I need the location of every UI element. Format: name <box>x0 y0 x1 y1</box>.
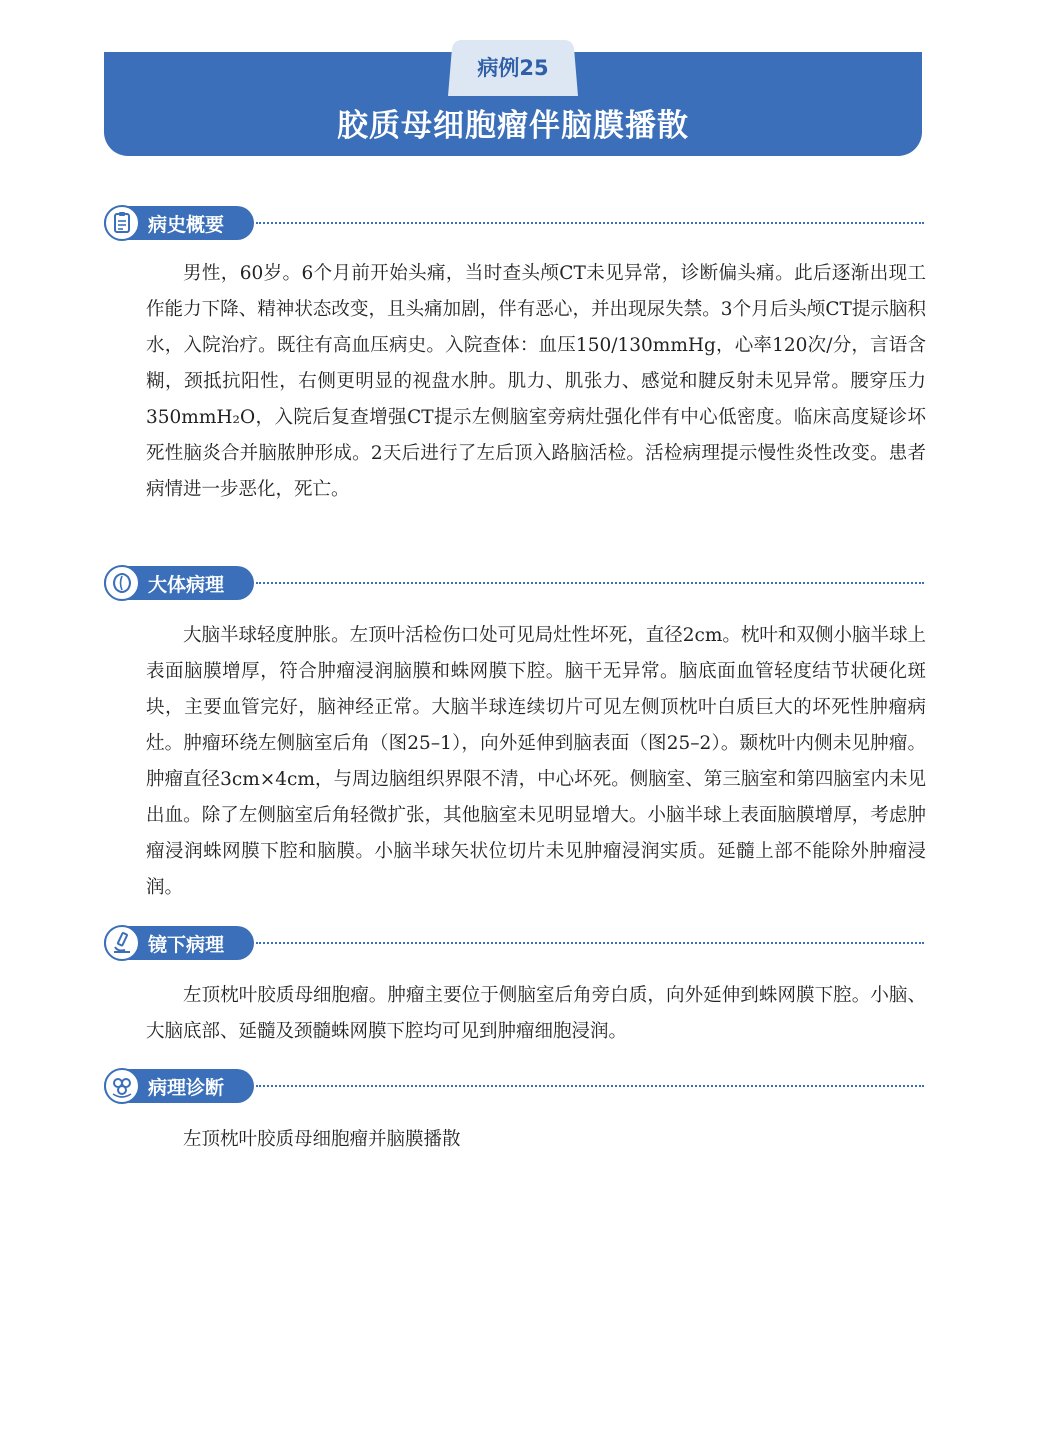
section-title: 镜下病理 <box>148 934 225 956</box>
section-header-microscopic <box>104 926 924 962</box>
section-divider <box>256 942 924 944</box>
diagnosis-paragraph: 左顶枕叶胶质母细胞瘤并脑膜播散 <box>183 1129 461 1150</box>
section-divider <box>256 1085 924 1087</box>
section-header-history <box>104 206 924 242</box>
section-title: 病理诊断 <box>148 1077 225 1099</box>
section-title: 大体病理 <box>148 574 225 596</box>
case-title: 胶质母细胞瘤伴脑膜播散 <box>337 108 689 144</box>
cells-icon <box>104 1068 140 1104</box>
section-divider <box>256 222 924 224</box>
section-header-gross <box>104 566 924 602</box>
organ-icon <box>104 565 140 601</box>
case-number: 病例25 <box>477 56 549 80</box>
section-title: 病史概要 <box>148 214 225 236</box>
section-divider <box>256 582 924 584</box>
microscope-icon <box>104 925 140 961</box>
section-header-diagnosis <box>104 1069 924 1105</box>
case-number-tab <box>448 40 578 96</box>
history-paragraph: 男性，60岁。6个月前开始头痛，当时查头颅CT未见异常，诊断偏头痛。此后逐渐出现工作能力下降、精神状态改变，且头痛加剧，伴有恶心，并出现尿失禁。3个月后头颅CT提示脑积水，入院治疗。既往有高血压病史。入院查体：血压150/130mmHg，心率120次/分，言语含糊，颈抵抗阳性，右侧更明显的视盘水肿。肌力、肌张力、感觉和腱反射未见异常。腰穿压力350mmH₂O，入院后复查增强CT提示左侧脑室旁病灶强化伴有中心低密度。临床高度疑诊坏死性脑炎合并脑脓肿形成。2天后进行了左后顶入路脑活检。活检病理提示慢性炎性改变。患者病情进一步恶化，死亡。 <box>146 263 926 500</box>
microscopic-pathology-paragraph: 左顶枕叶胶质母细胞瘤。肿瘤主要位于侧脑室后角旁白质，向外延伸到蛛网膜下腔。小脑、大脑底部、延髓及颈髓蛛网膜下腔均可见到肿瘤细胞浸润。 <box>146 985 926 1042</box>
clipboard-icon <box>104 205 140 241</box>
gross-pathology-paragraph: 大脑半球轻度肿胀。左顶叶活检伤口处可见局灶性坏死，直径2cm。枕叶和双侧小脑半球上表面脑膜增厚，符合肿瘤浸润脑膜和蛛网膜下腔。脑干无异常。脑底面血管轻度结节状硬化斑块，主要血管完好，脑神经正常。大脑半球连续切片可见左侧顶枕叶白质巨大的坏死性肿瘤病灶。肿瘤环绕左侧脑室后角（图25–1），向外延伸到脑表面（图25–2）。颞枕叶内侧未见肿瘤。肿瘤直径3cm×4cm，与周边脑组织界限不清，中心坏死。侧脑室、第三脑室和第四脑室内未见出血。除了左侧脑室后角轻微扩张，其他脑室未见明显增大。小脑半球上表面脑膜增厚，考虑肿瘤浸润蛛网膜下腔和脑膜。小脑半球矢状位切片未见肿瘤浸润实质。延髓上部不能除外肿瘤浸润。 <box>146 625 926 898</box>
